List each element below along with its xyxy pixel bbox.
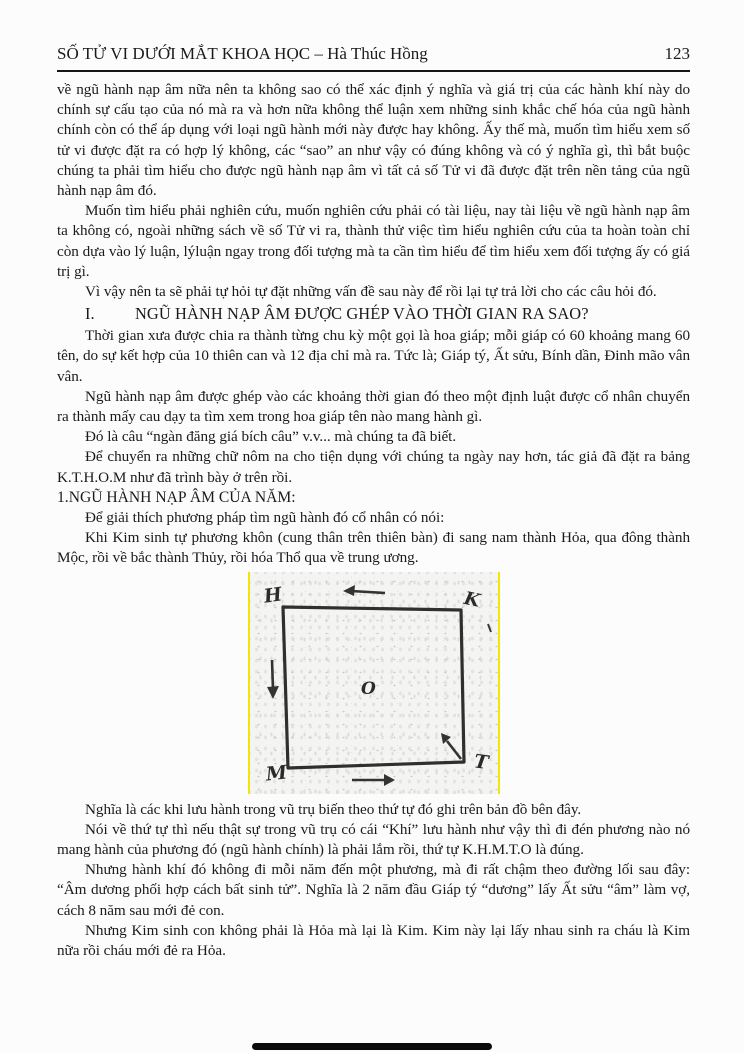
left-arrowhead: [267, 686, 279, 699]
paragraph: về ngũ hành nạp âm nữa nên ta không sao có thể xác định ý nghĩa và giá trị của các hành khí này do chính sự cấu tạo của nó mà ra và hơn nữa không thể luận xem những sinh khắc chế hóa của ngũ hành chính còn có thể áp dụng với loại ngũ hành mới này được hay không. Ấy thế mà, muốn tìm hiểu xem số tử vi được đặt ra có hợp lý không, các “sao” an như vậy có đúng không và có ý nghĩa gì, thì bắt buộc chúng ta phải tìm hiểu cho được ngũ hành nạp âm vì tất cả số Tử vi đã được đặt trên nền tảng của ngũ hành nạp âm đó.: [57, 81, 690, 200]
page-content: [57, 0, 690, 961]
section-heading-1: [57, 303, 690, 325]
page-number: 123: [664, 44, 690, 63]
paragraph: Vì vậy nên ta sẽ phải tự hỏi tự đặt những vấn đề sau này để rồi lại tự trả lời cho các câu hỏi đó.: [85, 283, 657, 301]
paragraph: Ngũ hành nạp âm được ghép vào các khoảng thời gian đó theo một định luật được cổ nhân chuyển ra thành mấy cau dạy ta tìm xem trong hoa giáp tên nào mang hành gì.: [57, 387, 690, 426]
paragraph: Thời gian xưa được chia ra thành từng chu kỳ một gọi là hoa giáp; mỗi giáp có 60 khoảng mang 60 tên, do sự kết hợp của 10 thiên can và 12 địa chỉ mà ra. Tức là; Giáp tý, Ất sửu, Bính dần, Đinh mão vân vân.: [57, 327, 690, 385]
section-title: NGŨ HÀNH NẠP ÂM ĐƯỢC GHÉP VÀO THỜI GIAN RA SAO?: [135, 304, 589, 324]
top-arrowhead: [343, 585, 355, 596]
book-title: SỐ TỬ VI DƯỚI MẮT KHOA HỌC – Hà Thúc Hồng: [57, 44, 428, 63]
paragraph: Để chuyển ra những chữ nôm na cho tiện dụng với chúng ta ngày nay hơn, tác giả đã đặt ra bảng K.T.H.O.M như đã trình bày ở trên rồi.: [57, 448, 690, 486]
hand-drawn-map-figure: [248, 572, 500, 794]
corner-label-t: T: [472, 750, 490, 774]
home-indicator-bar[interactable]: [252, 1043, 492, 1050]
map-square-drawing: [248, 572, 500, 794]
subsection-heading: 1.NGŨ HÀNH NẠP ÂM CỦA NĂM:: [57, 488, 296, 506]
left-arrow-down: [272, 660, 273, 690]
page-body: [57, 80, 690, 961]
paragraph: Nghĩa là các khi lưu hành trong vũ trụ biến theo thứ tự đó ghi trên bản đồ bên đây.: [85, 800, 582, 818]
stray-pen-mark: [488, 624, 491, 632]
paragraph: Nhưng hành khí đó không đi mỗi năm đến một phương, mà đi rất chậm theo đường lối sau đây: “Âm dương phối hợp cách bất sinh tử”. Nghĩa là 2 năm đầu Giáp tý “dương” lấy Ất sửu “âm” làm vợ, cách 8 năm sau mới đẻ con.: [57, 861, 690, 919]
page-header: [57, 0, 690, 64]
paragraph: Đó là câu “ngàn đăng giá bích câu” v.v... mà chúng ta đã biết.: [85, 428, 457, 446]
corner-label-h: H: [262, 583, 284, 608]
paragraph: Nhưng Kim sinh con không phải là Hỏa mà lại là Kim. Kim này lại lấy nhau sinh ra cháu là Kim nữa rồi cháu mới đẻ ra Hỏa.: [57, 921, 690, 960]
paragraph: Muốn tìm hiểu phải nghiên cứu, muốn nghiên cứu phải có tài liệu, nay tài liệu về ngũ hành nạp âm ta không có, ngoài những sách về số Tử vi ra, thành thử việc tìm hiểu nghiên cứu của ta hoàn toàn chỉ còn dựa vào lý luận, lýluận ngay trong đối tượng mà ta cần tìm hiểu để tìm hiểu xem đối tượng ấy có giá trị gì.: [57, 202, 690, 280]
corner-label-k: K: [462, 587, 482, 612]
section-numeral: I.: [85, 304, 95, 324]
center-label-o: O: [361, 678, 376, 699]
paragraph: Khi Kim sinh tự phương khôn (cung thân trên thiên bàn) đi sang nam thành Hỏa, qua đông thành Mộc, rồi về bắc thành Thủy, rồi hóa Thổ qua về trung ương.: [57, 529, 690, 567]
paragraph: Để giải thích phương pháp tìm ngũ hành đó cổ nhân có nói:: [85, 509, 445, 527]
corner-label-m: M: [264, 761, 289, 786]
paragraph: Nói về thứ tự thì nếu thật sự trong vũ trụ có cái “Khí” lưu hành như vậy thì đi đén phương nào nó mang hành của phương đó (ngũ hành chính) là phải lắm rồi, thứ tự K.H.M.T.O là đúng.: [57, 820, 690, 859]
header-rule: [57, 70, 690, 72]
top-arrow-left: [351, 591, 385, 593]
bottom-arrowhead: [384, 774, 395, 786]
diagonal-arrow-to-center: [447, 741, 461, 759]
